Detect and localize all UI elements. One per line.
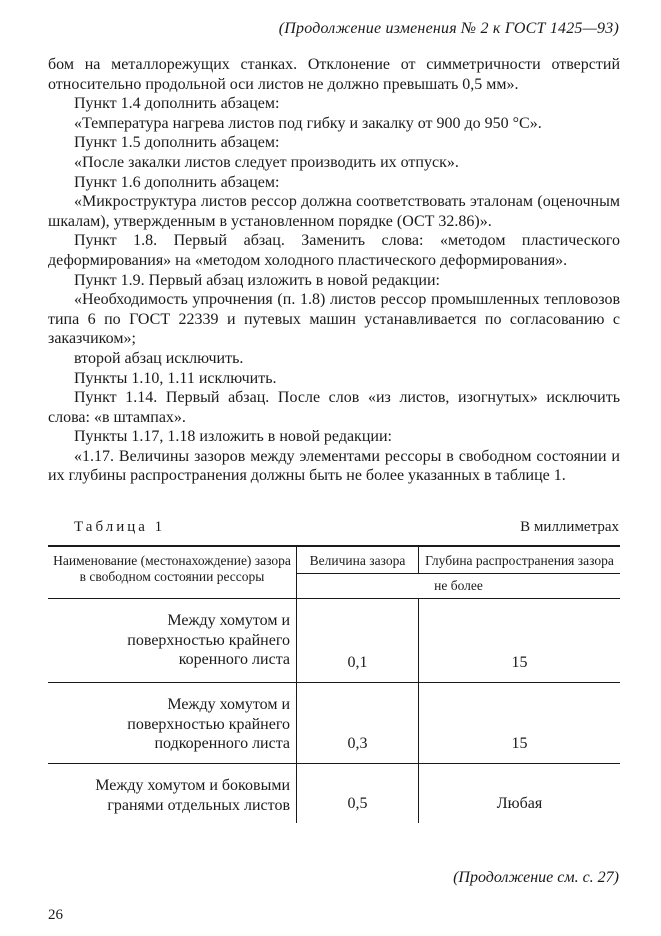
table-row — [48, 764, 620, 824]
paragraph: Пункт 1.9. Первый абзац изложить в новой редакции: — [74, 271, 440, 289]
paragraph: Пункты 1.17, 1.18 изложить в новой редакции: — [74, 428, 392, 446]
body-text — [48, 55, 620, 486]
row-name: Между хомутом и боковыми гранями отдельных листов — [95, 777, 290, 814]
paragraph: «Микроструктура листов рессор должна соответствовать эталонам (оценочным шкалам), утвержденным в установленном порядке (ОСТ 32.86)». — [48, 193, 620, 230]
row-depth: Любая — [419, 764, 621, 824]
row-gap: 0,1 — [297, 599, 419, 683]
row-depth: 15 — [419, 683, 621, 764]
col1-header: Наименование (местонахождение) зазора в свободном состоянии рессоры — [48, 546, 297, 599]
table-caption: Таблица 1 — [74, 519, 166, 535]
paragraph: Пункт 1.4 дополнить абзацем: — [74, 95, 280, 113]
table-header-row — [48, 546, 620, 574]
table-units: В миллиметрах — [520, 519, 619, 535]
paragraph: «1.17. Величины зазоров между элементами рессоры в свободном состоянии и их глубины распространения должны быть не более указанных в таблице 1. — [48, 447, 620, 485]
paragraph: Пункты 1.10, 1.11 исключить. — [74, 369, 277, 387]
table-row — [48, 683, 620, 764]
paragraph: Пункт 1.5 дополнить абзацем: — [74, 134, 280, 152]
gap-table — [48, 545, 620, 823]
row-name: Между хомутом и поверхностью крайнего подкоренного листа — [48, 683, 297, 764]
row-gap: 0,3 — [297, 683, 419, 764]
paragraph: «Температура нагрева листов под гибку и закалку от 900 до 950 °С». — [74, 114, 542, 132]
col3-header: Глубина распространения зазора — [419, 546, 621, 574]
row-name: Между хомутом и поверхностью крайнего коренного листа — [48, 599, 297, 683]
paragraph: бом на металлорежущих станках. Отклонение от симметричности отверстий относительно продольной оси листов не должно превышать 0,5 мм». — [48, 56, 620, 93]
col2-header: Величина зазора — [297, 546, 419, 574]
paragraph: «После закалки листов следует производить их отпуск». — [74, 153, 459, 171]
continuation-note: (Продолжение см. с. 27) — [453, 869, 619, 886]
subheader-cell: не более — [297, 574, 621, 599]
row-gap: 0,5 — [297, 764, 419, 824]
paragraph: Пункт 1.14. Первый абзац. После слов «из листов, изогнутых» исключить слова: «в штампах». — [48, 389, 620, 426]
paragraph: «Необходимость упрочнения (п. 1.8) листов рессор промышленных тепловозов типа 6 по ГОСТ 22339 и путевых машин устанавливается по согласованию с заказчиком»; — [48, 291, 620, 348]
page-header: (Продолжение изменения № 2 к ГОСТ 1425—93) — [278, 20, 619, 37]
row-depth: 15 — [419, 599, 621, 683]
paragraph: Пункт 1.8. Первый абзац. Заменить слова: «методом пластического деформирования» на «методом холодного пластического деформирования». — [48, 232, 620, 269]
table-row — [48, 599, 620, 683]
paragraph: Пункт 1.6 дополнить абзацем: — [74, 173, 280, 191]
paragraph: второй абзац исключить. — [74, 349, 244, 367]
page-number: 26 — [48, 907, 63, 923]
